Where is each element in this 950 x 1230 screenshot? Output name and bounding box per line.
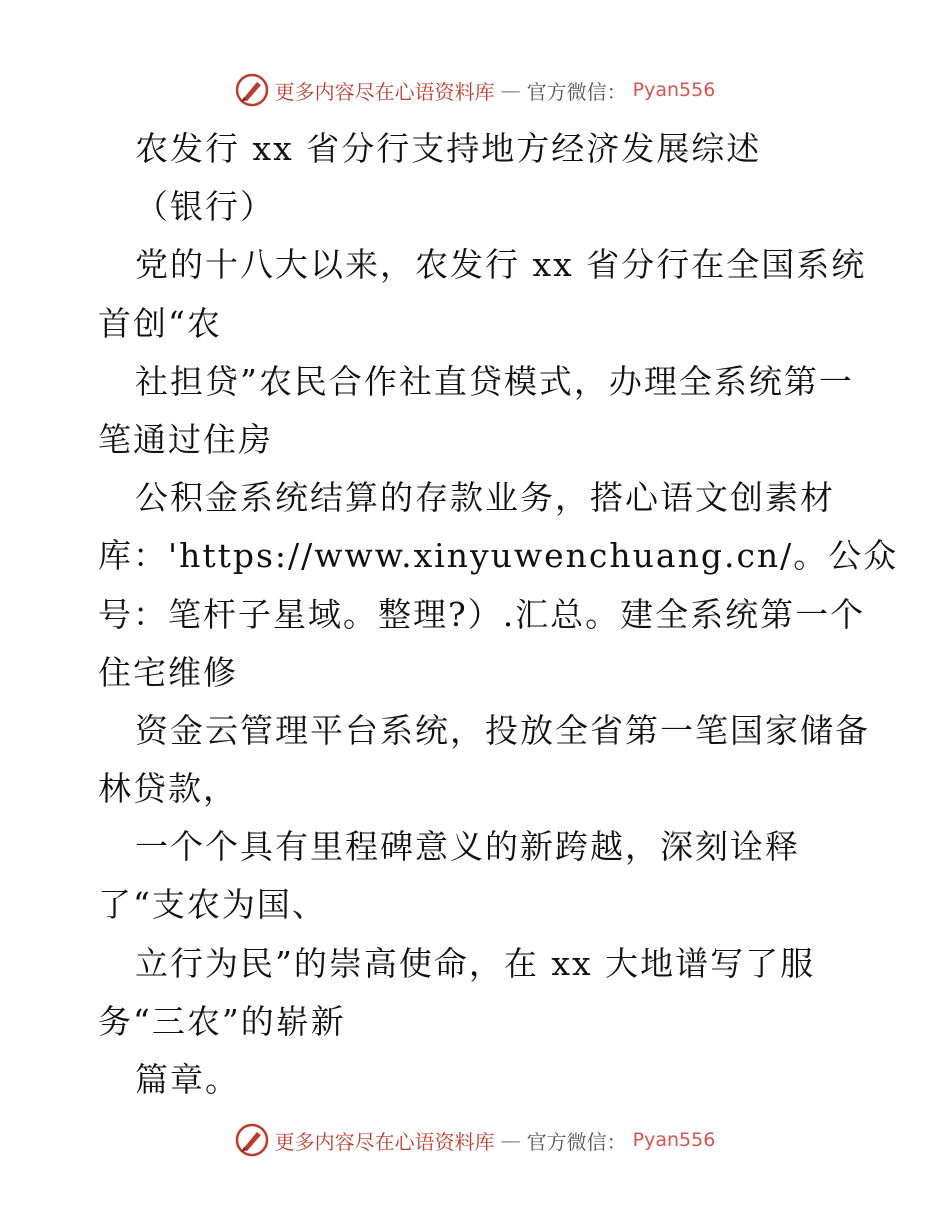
watermark-label: 官方微信： <box>526 1129 627 1154</box>
text-line: 首创“农 <box>98 303 222 343</box>
watermark-dash: — <box>500 1128 521 1152</box>
watermark-dash: — <box>500 78 521 102</box>
document-body <box>98 120 898 1109</box>
text-line: 资金云管理平台系统，投放全省第一笔国家储备 <box>135 710 870 750</box>
watermark-brand-text: 更多内容尽在心语资料库 <box>274 1129 495 1154</box>
quill-pen-icon <box>235 73 269 107</box>
watermark-id: Pyan556 <box>632 79 716 101</box>
footer-watermark <box>0 1120 950 1160</box>
text-line: 公积金系统结算的存款业务，搭心语文创素材 <box>135 478 835 518</box>
text-line: 住宅维修 <box>98 652 238 692</box>
text-line: 了“支农为国、 <box>98 885 327 925</box>
text-line: 篇章。 <box>135 1060 240 1099</box>
header-watermark <box>0 70 950 110</box>
text-line: 农发行 xx 省分行支持地方经济发展综述 <box>135 129 762 168</box>
quill-pen-icon <box>235 1123 269 1157</box>
text-line: 党的十八大以来，农发行 xx 省分行在全国系统 <box>135 245 867 285</box>
text-line: 笔通过住房 <box>98 419 273 459</box>
watermark-id: Pyan556 <box>632 1129 716 1151</box>
watermark-brand-text: 更多内容尽在心语资料库 <box>274 79 495 104</box>
text-line: 号：笔杆子星域。整理?）.汇总。建全系统第一个 <box>98 594 866 634</box>
text-line: 一个个具有里程碑意义的新跨越，深刻诠释 <box>135 827 800 867</box>
watermark-label: 官方微信： <box>526 79 627 104</box>
text-line: （银行） <box>135 187 275 227</box>
text-line: 务“三农”的崭新 <box>98 1001 346 1041</box>
text-line: 社担贷”农民合作社直贷模式，办理全系统第一 <box>135 361 854 401</box>
text-line: 立行为民”的崇高使命，在 xx 大地谱写了服 <box>135 943 816 983</box>
text-line: 库：'https://www.xinyuwenchuang.cn/。公众 <box>98 536 899 576</box>
text-line: 林贷款， <box>98 769 238 809</box>
